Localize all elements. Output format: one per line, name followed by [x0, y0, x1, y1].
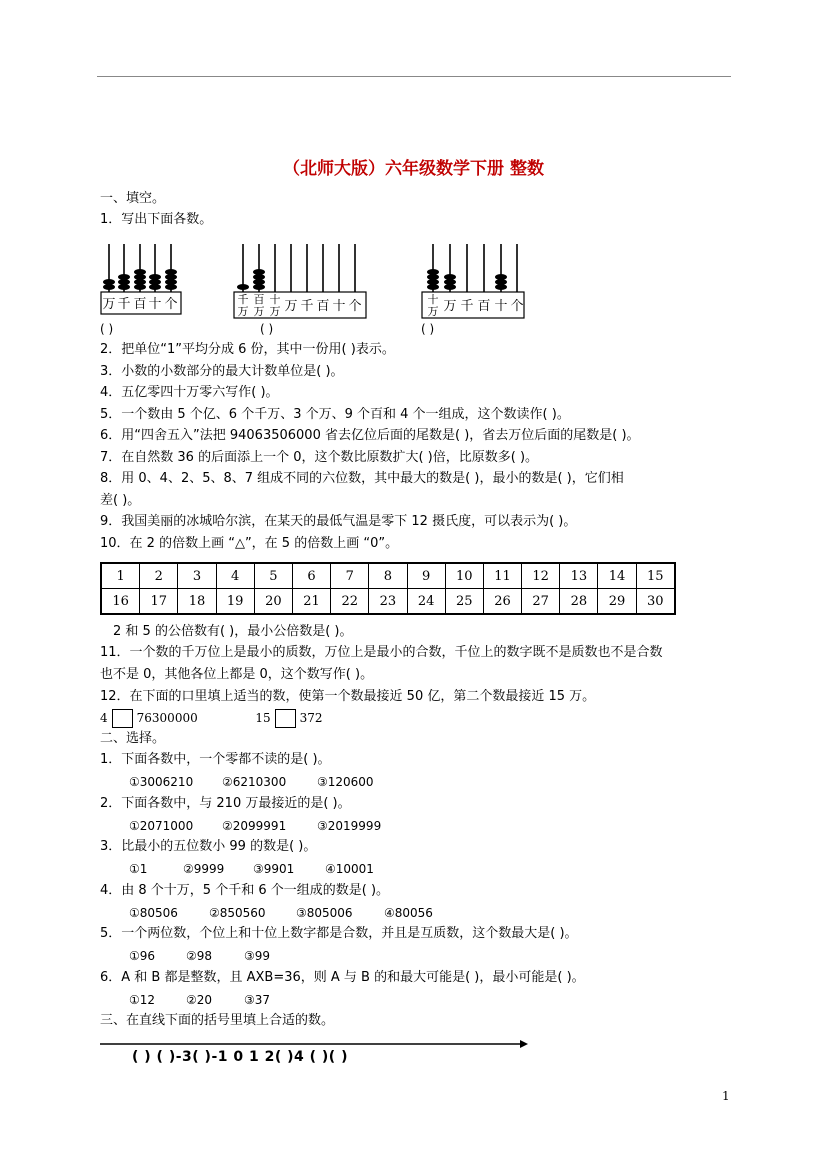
- page-number: 1: [722, 1089, 730, 1103]
- question-12-numbers: [100, 709, 323, 728]
- choice-2-option: ③2019999: [317, 819, 382, 833]
- choice-1: 1．下面各数中，一个零都不读的是( )。: [100, 752, 331, 767]
- svg-text:个: 个: [510, 299, 524, 314]
- choice-2: 2．下面各数中，与 210 万最接近的是( )。: [100, 796, 351, 811]
- number-line-labels: ( ) ( )-3( )-1 0 1 2( )4 ( )( ): [132, 1049, 348, 1065]
- choice-3: 3．比最小的五位数小 99 的数是( )。: [100, 839, 317, 854]
- grid-cell[interactable]: 2: [140, 563, 178, 589]
- question-1: 1．写出下面各数。: [100, 212, 213, 227]
- choice-6-option: ③37: [244, 993, 271, 1007]
- svg-text:百: 百: [316, 299, 330, 314]
- grid-cell[interactable]: 11: [483, 563, 521, 589]
- choice-5-option: ①96: [129, 949, 156, 963]
- choice-3-option: ①1: [129, 862, 148, 876]
- svg-text:万: 万: [427, 305, 439, 318]
- choice-5-option: ③99: [244, 949, 271, 963]
- question-11-line2: 也不是 0，其他各位上都是 0，这个数写作( )。: [100, 667, 374, 682]
- q12-number2-prefix: 15: [255, 711, 271, 725]
- choice-1-option: ②6210300: [222, 775, 287, 789]
- grid-cell[interactable]: 18: [178, 589, 216, 615]
- grid-cell[interactable]: 27: [522, 589, 560, 615]
- question-11-line1: 11．一个数的千万位上是最小的质数，万位上是最小的合数，千位上的数字既不是质数也不是合数: [100, 645, 663, 660]
- grid-cell[interactable]: 4: [216, 563, 254, 589]
- grid-cell[interactable]: 24: [407, 589, 445, 615]
- grid-cell[interactable]: 25: [445, 589, 483, 615]
- question-10-followup: 2 和 5 的公倍数有( )，最小公倍数是( )。: [113, 624, 353, 639]
- number-grid: [100, 562, 676, 615]
- svg-text:千: 千: [300, 299, 314, 314]
- section-2-heading: 二、选择。: [100, 731, 166, 746]
- choice-1-option: ①3006210: [129, 775, 194, 789]
- abacus-1: [100, 238, 182, 318]
- svg-text:个: 个: [164, 297, 178, 312]
- question-7: 7．在自然数 36 的后面添上一个 0，这个数比原数扩大( )倍，比原数多( )。: [100, 450, 539, 465]
- choice-3-option: ②9999: [183, 862, 225, 876]
- choice-2-option: ②2099991: [222, 819, 287, 833]
- svg-text:万: 万: [284, 299, 298, 314]
- svg-text:十: 十: [269, 293, 281, 306]
- svg-text:百: 百: [477, 299, 491, 314]
- grid-cell[interactable]: 26: [483, 589, 521, 615]
- grid-cell[interactable]: 3: [178, 563, 216, 589]
- choice-4-option: ④80056: [384, 906, 433, 920]
- grid-cell[interactable]: 29: [598, 589, 636, 615]
- svg-text:个: 个: [348, 299, 362, 314]
- abacus-1-label: 万: [102, 297, 116, 312]
- choice-4-option: ①80506: [129, 906, 178, 920]
- q12-answer-box-1[interactable]: [112, 709, 133, 728]
- svg-text:十: 十: [494, 299, 508, 314]
- abacus-2: [233, 238, 367, 320]
- question-12: 12．在下面的口里填上适当的数，使第一个数最接近 50 亿，第二个数最接近 15 万。: [100, 689, 596, 704]
- choice-1-option: ③120600: [317, 775, 374, 789]
- abacus-2-answer: ( ): [260, 322, 274, 336]
- grid-cell[interactable]: 20: [254, 589, 292, 615]
- grid-cell[interactable]: 14: [598, 563, 636, 589]
- q12-number1-prefix: 4: [100, 711, 108, 725]
- grid-cell[interactable]: 8: [369, 563, 407, 589]
- q12-number1-suffix: 76300000: [136, 711, 198, 725]
- grid-cell[interactable]: 1: [101, 563, 140, 589]
- question-4: 4．五亿零四十万零六写作( )。: [100, 385, 279, 400]
- grid-cell[interactable]: 6: [292, 563, 330, 589]
- header-rule: [97, 76, 731, 77]
- choice-6-option: ①12: [129, 993, 156, 1007]
- svg-text:十: 十: [148, 297, 162, 312]
- choice-5: 5．一个两位数，个位上和十位上数字都是合数，并且是互质数，这个数最大是( )。: [100, 926, 578, 941]
- choice-2-option: ①2071000: [129, 819, 194, 833]
- grid-cell[interactable]: 12: [522, 563, 560, 589]
- grid-cell[interactable]: 19: [216, 589, 254, 615]
- question-8-line1: 8．用 0、4、2、5、8、7 组成不同的六位数，其中最大的数是( )，最小的数是( )，它们相: [100, 471, 624, 486]
- question-3: 3．小数的小数部分的最大计数单位是( )。: [100, 364, 344, 379]
- grid-cell[interactable]: 10: [445, 563, 483, 589]
- choice-4: 4．由 8 个十万，5 个千和 6 个一组成的数是( )。: [100, 883, 390, 898]
- abacus-3: [421, 238, 525, 320]
- grid-cell[interactable]: 17: [140, 589, 178, 615]
- svg-text:千: 千: [117, 297, 131, 312]
- choice-3-option: ④10001: [325, 862, 374, 876]
- svg-text:十: 十: [332, 299, 346, 314]
- q12-answer-box-2[interactable]: [275, 709, 296, 728]
- grid-cell[interactable]: 9: [407, 563, 445, 589]
- grid-cell[interactable]: 23: [369, 589, 407, 615]
- svg-text:万: 万: [237, 305, 249, 318]
- svg-text:千: 千: [237, 293, 249, 306]
- section-1-heading: 一、填空。: [100, 191, 166, 206]
- question-5: 5．一个数由 5 个亿、6 个千万、3 个万、9 个百和 4 个一组成，这个数读作( )。: [100, 407, 570, 422]
- question-8-line2: 差( )。: [100, 493, 141, 508]
- page-title: （北师大版）六年级数学下册 整数: [283, 159, 544, 179]
- choice-6-option: ②20: [186, 993, 213, 1007]
- q12-number2-suffix: 372: [299, 711, 323, 725]
- svg-text:万: 万: [443, 299, 457, 314]
- choice-6: 6．A 和 B 都是整数，且 AXB=36，则 A 与 B 的和最大可能是( )，最小可能是( )。: [100, 970, 585, 985]
- grid-cell[interactable]: 28: [560, 589, 598, 615]
- svg-text:千: 千: [460, 299, 474, 314]
- abacus-1-answer: ( ): [100, 322, 114, 336]
- question-2: 2．把单位“1”平均分成 6 份，其中一份用( )表示。: [100, 342, 395, 357]
- grid-cell[interactable]: 21: [292, 589, 330, 615]
- question-9: 9．我国美丽的冰城哈尔滨，在某天的最低气温是零下 12 摄氏度，可以表示为( )。: [100, 514, 577, 529]
- grid-cell[interactable]: 15: [636, 563, 675, 589]
- question-6: 6．用“四舍五入”法把 94063506000 省去亿位后面的尾数是( )，省去万位后面的尾数是( )。: [100, 428, 640, 443]
- svg-text:百: 百: [253, 293, 265, 306]
- grid-cell[interactable]: 16: [101, 589, 140, 615]
- grid-cell[interactable]: 30: [636, 589, 675, 615]
- svg-text:十: 十: [427, 293, 439, 306]
- choice-4-option: ②850560: [209, 906, 266, 920]
- section-3-heading: 三、在直线下面的括号里填上合适的数。: [100, 1013, 335, 1028]
- choice-3-option: ③9901: [253, 862, 295, 876]
- question-10: 10．在 2 的倍数上画 “△”，在 5 的倍数上画 “0”。: [100, 536, 399, 551]
- svg-text:万: 万: [253, 305, 265, 318]
- grid-cell[interactable]: 7: [331, 563, 369, 589]
- svg-text:百: 百: [133, 297, 147, 312]
- grid-cell[interactable]: 22: [331, 589, 369, 615]
- grid-cell[interactable]: 5: [254, 563, 292, 589]
- grid-cell[interactable]: 13: [560, 563, 598, 589]
- svg-text:万: 万: [269, 305, 281, 318]
- abacus-3-answer: ( ): [421, 322, 435, 336]
- choice-5-option: ②98: [186, 949, 213, 963]
- choice-4-option: ③805006: [296, 906, 353, 920]
